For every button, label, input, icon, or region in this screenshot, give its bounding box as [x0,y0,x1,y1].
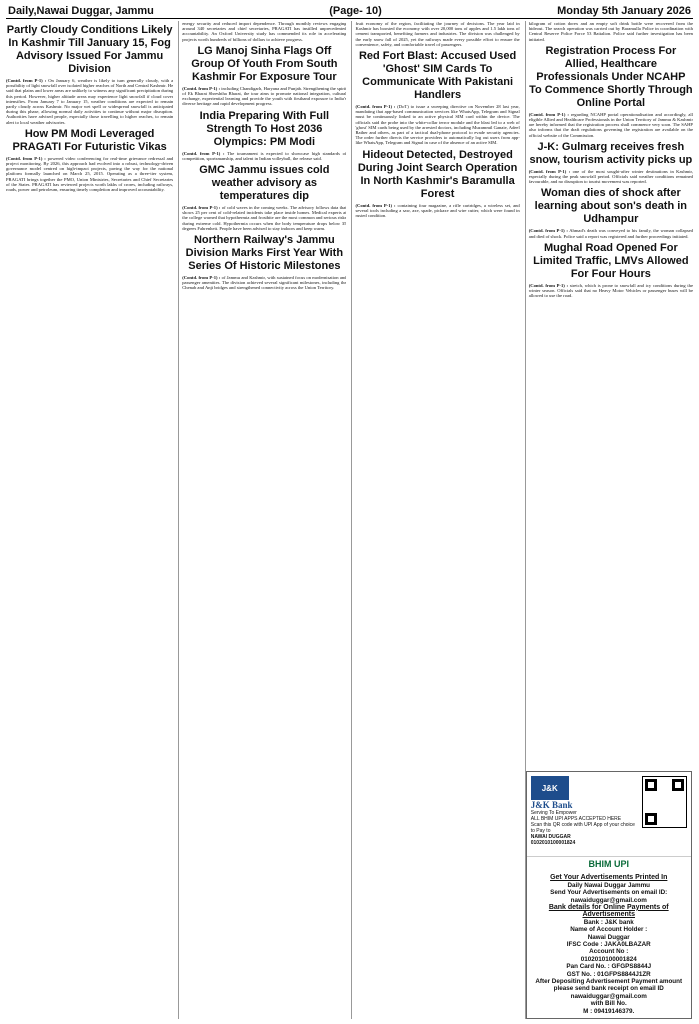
gst-number: GST No. : 01GFPS8844J1ZR [566,970,651,978]
pan-number: Pan Card No. : GFGPS8844J [566,963,652,971]
article-body [182,151,346,161]
article-headline: Northern Railway's Jammu Division Marks First Year With Series Of Historic Milestones [185,234,344,273]
column-4 [525,21,693,1019]
bank-label: Bank : J&K bank [583,918,634,926]
article [182,110,346,161]
upi-line2: Scan this QR code with UPI App of your choice to Pay to [530,822,635,835]
article [529,45,693,138]
article-text: kilogram of cotton dorex and an empty soft drink bottle were recovered from the hideout. The search operation was carried out by Baramulla Police in coordination with Central Reserve Police Force 53 Battalion. Police said further investigation has been initiated. [528,21,693,42]
article-text: Ahmad's death was conveyed to his family, the woman collapsed and died of shock. Police said a report was registered and further proceedings initiated. [528,228,693,239]
account-number: 0102010100001824 [580,955,637,963]
article-lede: (Contd. from P-1) : [528,282,568,288]
bank-details-head: Bank details for Online Payments of Advertisements [548,903,669,919]
article-text: of cold waves in the coming weeks. The advisory follows data that shows 25 per cent of cold-related incidents take place inside homes. Medical experts at the college warned that hypothermia and frostbite are the most common and serious risks during extreme cold. Hypothermia occurs when the body temperature drops below 35 degrees Fahrenheit. People have been advised to stay indoors and keep warm. [182,205,347,231]
qr-code-icon [642,776,687,828]
article-body [529,228,693,238]
payee-account: 0102010100001824 [530,840,576,847]
article-headline: J-K: Gulmarg receives fresh snow, tourism activity picks up [529,140,693,166]
article-lede: (Contd. from P-1) : [182,275,221,281]
holder-name: Nawai Duggar [587,933,630,941]
column-2 [178,21,346,1019]
article-text: fruit economy of the region, facilitating the journey of decisions. The year laid in Kashmir has boosted the economy with over 20,000 tons of apples and 1.5 lakh tons of cement transported, benefiting farmers and industries. The division was challenged by the early snow fall of 2025, yet the railways made every possible effort to ensure the convenience, safety, and comfortable travel of passengers. [355,21,520,47]
article-body [6,156,173,192]
page-number: (Page- 10) [329,4,382,17]
masthead [6,3,693,19]
article-lede: (Contd. from P-1) : [528,111,569,117]
upi-line1: ALL BHIM UPI APPS ACCEPTED HERE [530,816,622,823]
page-columns [6,21,693,1019]
article-body [529,21,693,42]
account-label: Account No : [589,948,629,956]
article-lede: (Contd. from P-1) : [6,155,46,161]
article [355,21,519,47]
article-headline: Mughal Road Opened For Limited Traffic, LMVs Allowed For Four Hours [533,241,689,280]
article-text: containing four magazine, a rifle cartridges, a wireless set, and several tools including a saw, axe, spade, pickaxe and wire cutter, which were found in rusted condition. [355,202,520,219]
article-body [182,275,346,291]
article [529,21,693,42]
article-lede: (Contd. from P-1) : [182,205,221,211]
article-body [6,78,173,125]
bank-logo-icon: J&K [531,776,569,800]
article [529,141,693,185]
article-body [182,21,346,42]
article [182,45,346,107]
article-lede: (Contd. from P-1) : [182,150,225,156]
article-body [529,112,693,138]
bank-name: J&K Bank [530,800,573,811]
article-body [182,205,346,231]
bank-tagline: Serving To Empower [530,810,577,817]
article-lede: (Contd. from P-1) : [528,168,571,174]
article-lede: (Contd. from P-1) : [528,228,568,234]
adv-head: Get Your Advertisements Printed In [550,874,668,882]
article-body [355,104,519,146]
article-text: of Jammu and Kashmir, with sustained focus on modernisation and passenger amenities. The division achieved several significant milestones, including the Chenab and Anji bridges and strengthened connectivity across the Union Territory. [182,275,347,291]
after-deposit: After Depositing Advertisement Payment amount please send bank receipt on email ID [535,977,683,993]
ad-bank-info [531,776,638,846]
article-body [355,21,519,47]
article [182,234,346,291]
article [355,149,519,219]
article-body [355,203,519,219]
issue-date: Monday 5th January 2026 [557,4,691,17]
article-text: (DoT) to issue a sweeping directive on November 28 last year, mandating that app-based communication services like WhatsApp, Telegram and Signal must be continuously linked to an active physical SIM card within the device. The officials said the probe into the white-collar terror module and the blast led to a web of 'ghost' SIM cards being used by the arrested doctors, including Muzammil Ganaie, Adeel Rather and others, as part of a tactical dual-phone protocol to evade security agencies. The order further directs the service providers to automatically log out users from app-like WhatsApp, Telegram and Signal in case of the absence of an active SIM. [355,104,520,146]
article-lede: (Contd. from P-1) : [355,104,396,110]
article-body [529,169,693,185]
article [182,164,346,231]
article-text: The tournament is expected to showcase high standards of competition, sportsmanship, and talent in Indian volleyball, the release said. [182,150,347,161]
article-text: powered video conferencing for real-time grievance redressal and project monitoring. By 2026, this approach had evolved into a robust, technology-driven governance model centred on high-impact projects, paving the way for the national platform formally launched on March 25, 2015. Operating as a three-tier system, PRAGATI brings together the PMO, Union Ministries, Secretaries and Chief Secretaries of the States. PRAGATI has reviewed projects worth lakhs of crores, including railways, roads, power and petroleum, ensuring timely completion and improved accountability. [6,155,174,193]
article-headline: Hideout Detected, Destroyed During Joint Search Operation In North Kashmir's Baramulla Forest [357,148,518,200]
paper-name: Daily,Nawai Duggar, Jammu [8,4,154,17]
with-bill: with Bill No. [590,1000,627,1008]
column-1 [6,21,173,1019]
article-body [529,283,693,299]
article-text: On January 6, weather is likely to turn generally cloudy, with a possibility of light snowfall over isolated higher reaches of North and Central Kashmir. He said that plains and lower areas are unlikely to witness any significant precipitation during this period. However, higher altitude areas may experience light snowfall if cloud cover intensifies. From January 7 to January 15, weather conditions are expected to remain partly cloudy across Kashmir. No major wet spell or widespread snowfall is anticipated during this phase, allowing normal daily activities to continue without major disruption. Authorities have advised people, especially those travelling to higher reaches, to remain alert to local weather advisories. [6,78,174,125]
ad-upi-panel [527,772,691,856]
article [355,50,519,146]
article-lede: (Contd. from P-1) : [355,202,396,208]
article-headline: LG Manoj Sinha Flags Off Group Of Youth From South Kashmir For Exposure Tour [191,44,338,83]
article-headline: Registration Process For Allied, Healthcare Professionals Under NCAHP To Commence Shortly Through Online Portal [529,44,693,109]
article [529,242,693,299]
article-text: one of the most sought-after winter destinations in Kashmir, especially during the peak snowfall period. Officials said weather conditions remained favourable, and no disruption to tourist movement was reported. [528,168,693,185]
article-headline: Partly Cloudy Conditions Likely In Kashmir Till January 15, Fog Advisory Issued For Jammu Division [6,24,173,75]
article-lede: (Contd. from P-1) : [6,78,47,83]
article-text: regarding NCAHP portal operationalisation and accordingly, all eligible Allied and Healthcare Professionals in the Union Territory of Jammu & Kashmir are hereby informed that the registration process shall commence very soon. The SAHP also informs that the draft regulations governing the registration are available on the official website of the Commission. [528,111,693,138]
ifsc-code: IFSC Code : JAKA0LBAZAR [566,940,651,948]
bhim-upi-logo: BHIM UPI [527,856,691,871]
article-headline: Woman dies of shock after learning about son's death in Udhampur [534,187,688,226]
bank-advertisement [526,771,692,1019]
article-text: stretch, which is prone to snowfall and icy conditions during the winter season. Officials said that no Heavy Motor Vehicles or passenger buses will be allowed to use the road. [528,282,693,299]
article-text: including Chandigarh, Haryana and Punjab. Strengthening the spirit of Ek Bharat Shreshtha Bharat, the tour aims to promote national integration, cultural exchange, experiential learning and provide the youth with firsthand exposure to India's diverse heritage and rapid development progress. [182,85,347,107]
adv-email: nawaiduggar@gmail.com [570,896,647,904]
article-headline: India Preparing With Full Strength To Host 2036 Olympics: PM Modi [199,109,330,148]
article [6,128,173,192]
article-lede: (Contd. from P-1) : [182,85,221,91]
payee-name: NAWAI DUGGAR [530,834,571,841]
article [529,187,693,238]
holder-label: Name of Account Holder : [570,926,648,934]
column-3 [351,21,519,1019]
article [182,21,346,42]
article-headline: GMC Jammu issues cold weather advisory as temperatures dip [199,164,330,203]
adv-email-line: Send Your Advertisements on email ID: [550,889,668,897]
article-headline: How PM Modi Leveraged PRAGATI For Futuristic Vikas [12,127,167,153]
adv-paper: Daily Nawai Duggar Jammu [567,881,651,889]
adv-email-2: nawaiduggar@gmail.com [570,992,647,1000]
article-body [182,86,346,107]
article [6,24,173,125]
advertisement-info [527,871,691,1018]
mobile-number: M : 09419146379. [583,1007,635,1015]
article-text: energy security and reduced import dependence. Through monthly reviews engaging around 340 secretaries and chief secretaries, PRAGATI has instilled unprecedented accountability. An Oxford University study has commended its role in accelerating projects worth hundreds of billions of dollars to achieve progress. [182,21,347,42]
article-headline: Red Fort Blast: Accused Used 'Ghost' SIM Cards To Communicate With Pakistani Handlers [358,50,517,102]
